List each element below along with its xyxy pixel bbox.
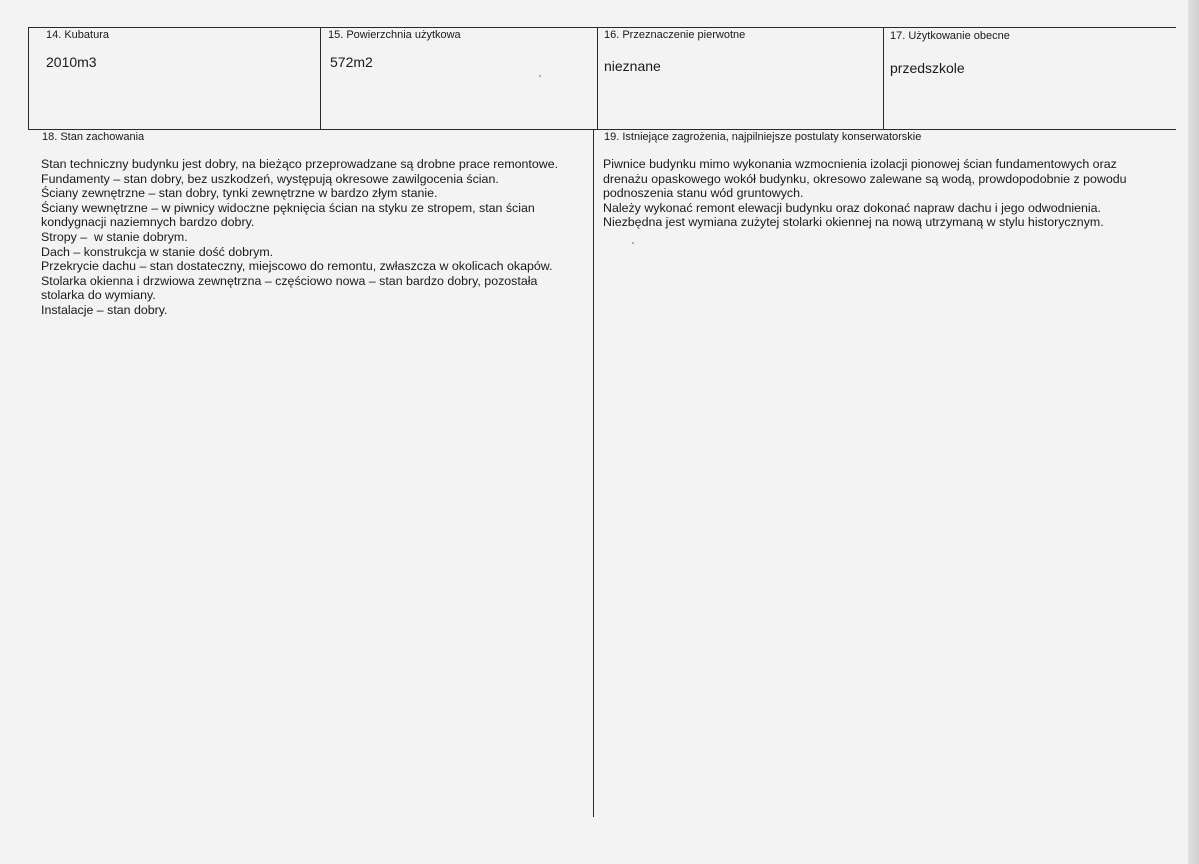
row-separator-line	[28, 129, 1176, 130]
zagrozenia-line: drenażu opaskowego wokół budynku, okresowo zalewane są wodą, prowdopodobnie z powodu	[603, 171, 1127, 186]
column-divider-3	[883, 27, 884, 130]
kubatura-label: 14. Kubatura	[46, 29, 109, 41]
stan-line: Dach – konstrukcja w stanie dość dobrym.	[41, 244, 274, 259]
scan-speck	[632, 242, 634, 244]
scan-speck	[539, 75, 541, 77]
stan-line: Stan techniczny budynku jest dobry, na bieżąco przeprowadzane są drobne prace remontowe.	[41, 157, 559, 171]
przeznaczenie-label: 16. Przeznaczenie pierwotne	[604, 29, 746, 41]
left-border-line	[28, 27, 29, 130]
stan-line: Instalacje – stan dobry.	[41, 302, 168, 317]
stan-line: kondygnacji naziemnych bardzo dobry.	[41, 215, 255, 230]
scan-edge	[1188, 0, 1199, 864]
stan-zachowania-label: 18. Stan zachowania	[42, 131, 145, 143]
zagrozenia-label: 19. Istniejące zagrożenia, najpilniejsze postulaty konserwatorskie	[604, 131, 922, 143]
powierzchnia-label: 15. Powierzchnia użytkowa	[328, 29, 461, 41]
stan-zachowania-text	[41, 157, 558, 318]
top-border-line	[28, 27, 1176, 28]
zagrozenia-line: Należy wykonać remont elewacji budynku oraz dokonać napraw dachu i jego odwodnienia.	[603, 200, 1101, 215]
powierzchnia-value: 572m2	[330, 54, 373, 70]
uzytkowanie-value: przedszkole	[890, 60, 965, 76]
column-divider-2	[597, 27, 598, 130]
stan-line: Ściany zewnętrzne – stan dobry, tynki zewnętrzne w bardzo złym stanie.	[41, 186, 438, 201]
column-divider-1	[320, 27, 321, 130]
stan-line: Przekrycie dachu – stan dostateczny, miejscowo do remontu, zwłaszcza w okolicach okapów.	[41, 259, 553, 274]
stan-line: Fundamenty – stan dobry, bez uszkodzeń, występują okresowe zawilgocenia ścian.	[41, 171, 499, 186]
zagrozenia-line: podnoszenia stanu wód gruntowych.	[603, 186, 804, 201]
stan-line: stolarka do wymiany.	[41, 288, 156, 303]
zagrozenia-text	[603, 157, 1127, 230]
uzytkowanie-label: 17. Użytkowanie obecne	[890, 30, 1010, 42]
stan-line: Stropy – w stanie dobrym.	[41, 229, 188, 244]
section-divider	[593, 129, 594, 817]
przeznaczenie-value: nieznane	[604, 58, 661, 74]
stan-line: Stolarka okienna i drzwiowa zewnętrzna – częściowo nowa – stan bardzo dobry, pozostała	[41, 273, 538, 288]
zagrozenia-line: Niezbędna jest wymiana zużytej stolarki okiennej na nową utrzymaną w stylu historycznym.	[603, 215, 1104, 230]
kubatura-value: 2010m3	[46, 54, 97, 70]
stan-line: Ściany wewnętrzne – w piwnicy widoczne pęknięcia ścian na styku ze stropem, stan ścian	[41, 200, 535, 215]
zagrozenia-line: Piwnice budynku mimo wykonania wzmocnienia izolacji pionowej ścian fundamentowych oraz	[603, 157, 1117, 171]
